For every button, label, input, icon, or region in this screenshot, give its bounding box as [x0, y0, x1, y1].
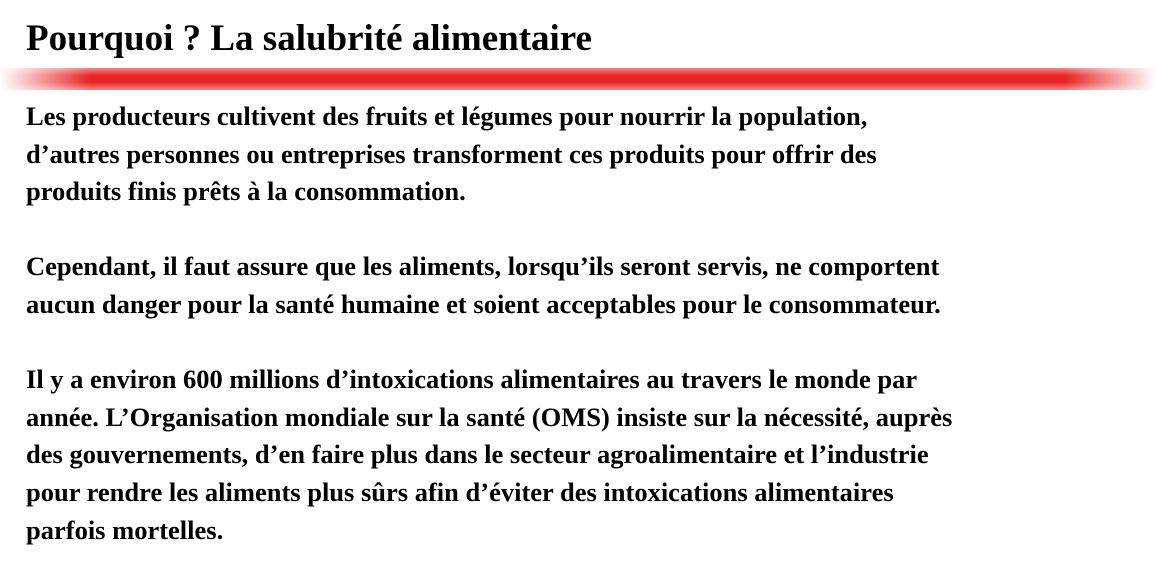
text-line: d’autres personnes ou entreprises transforment ces produits pour offrir des — [26, 138, 877, 169]
text-line: Il y a environ 600 millions d’intoxications alimentaires au travers le monde par — [26, 364, 918, 395]
paragraph-producers — [26, 98, 1136, 211]
text-line: pour rendre les aliments plus sûrs afin d’éviter des intoxications alimentaires — [26, 476, 894, 507]
paragraph-who-statistics — [26, 361, 1136, 549]
title-underline-bar — [0, 68, 1156, 90]
text-line: année. L’Organisation mondiale sur la santé (OMS) insiste sur la nécessité, auprès — [26, 401, 953, 432]
paragraph-safety — [26, 248, 1136, 323]
text-line: Cependant, il faut assure que les aliments, lorsqu’ils seront servis, ne comportent — [26, 251, 940, 282]
text-line: des gouvernements, d’en faire plus dans le secteur agroalimentaire et l’industrie — [26, 439, 929, 470]
text-line: aucun danger pour la santé humaine et soient acceptables pour le consommateur. — [26, 288, 941, 319]
body-text — [26, 98, 1136, 549]
text-line: parfois mortelles. — [26, 514, 224, 545]
text-line: produits finis prêts à la consommation. — [26, 176, 466, 207]
text-line: Les producteurs cultivent des fruits et légumes pour nourrir la population, — [26, 101, 868, 131]
slide-title: Pourquoi ? La salubrité alimentaire — [26, 18, 592, 59]
